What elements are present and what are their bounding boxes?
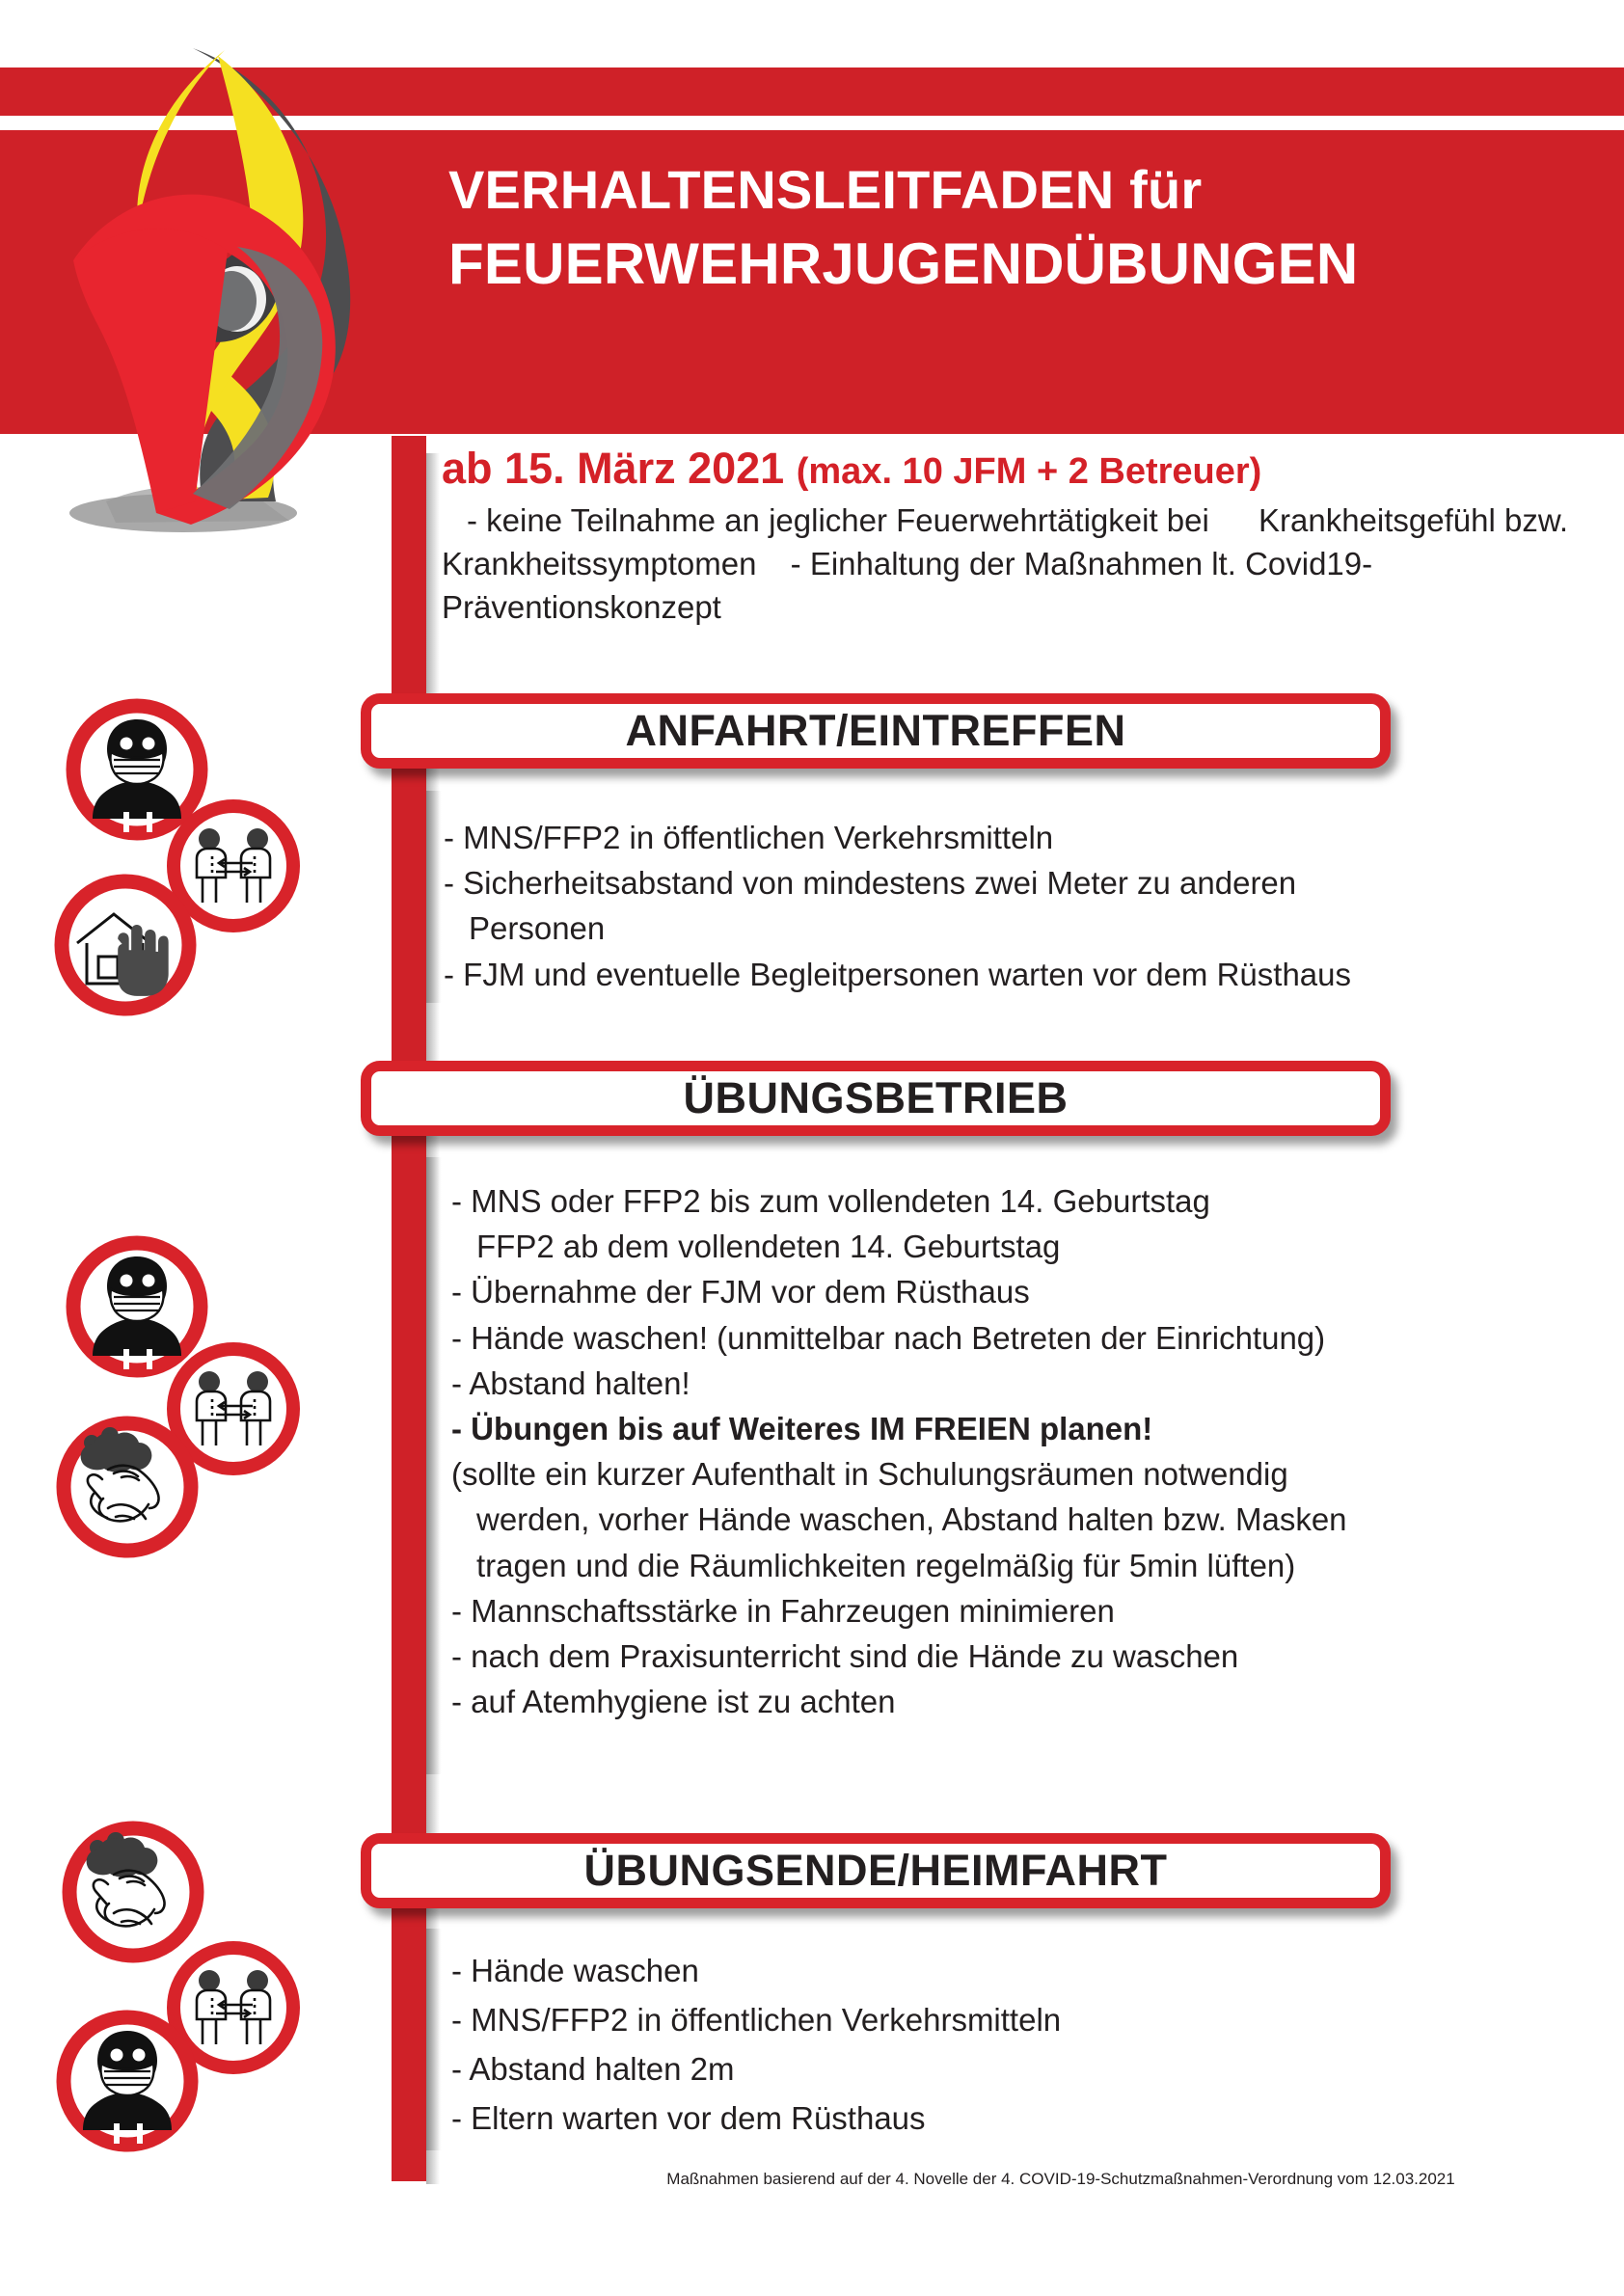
hand-washing-icon	[50, 1410, 204, 1564]
section-body-shadow	[426, 1929, 442, 2150]
intro-line: - Einhaltung der Maßnahmen lt. Covid19-Präventionskonzept	[442, 545, 1373, 625]
bullet-line: - Eltern warten vor dem Rüsthaus	[451, 2100, 926, 2137]
intro-block	[442, 444, 1594, 629]
section-title: ÜBUNGSBETRIEB	[683, 1073, 1069, 1122]
title-line-1: VERHALTENSLEITFADEN für	[448, 159, 1203, 220]
section-body-shadow	[426, 791, 442, 1003]
bullet-line: - Abstand halten!	[451, 1364, 690, 1401]
section-header-anfahrt	[361, 693, 1391, 769]
feuerwehrjugend-flame-logo	[48, 19, 357, 540]
bullet-line: - FJM und eventuelle Begleitpersonen warten vor dem Rüsthaus	[444, 956, 1351, 992]
bullet-line: - MNS oder FFP2 bis zum vollendeten 14. Geburtstag	[451, 1183, 1210, 1219]
section-body-shadow	[426, 1157, 442, 1774]
section-header-uebungsbetrieb	[361, 1061, 1391, 1136]
bullet-line: - auf Atemhygiene ist zu achten	[451, 1684, 896, 1720]
intro-line: - keine Teilnahme an jeglicher Feuerwehrtätigkeit bei	[467, 501, 1209, 538]
intro-line: Krankheitsgefühl bzw. Krankheitssymptomen	[442, 501, 1569, 581]
section-title: ANFAHRT/EINTREFFEN	[625, 706, 1126, 755]
bullet-line: tragen und die Räumlichkeiten regelmäßig für 5min lüften)	[476, 1547, 1296, 1583]
no-entry-building-hand-icon	[48, 868, 203, 1022]
bullet-line: - Hände waschen	[451, 1953, 699, 1988]
section-body-anfahrt	[444, 815, 1601, 997]
bullet-line: FFP2 ab dem vollendeten 14. Geburtstag	[476, 1229, 1061, 1265]
intro-headline-date: ab 15. März 2021	[442, 444, 785, 493]
bullet-line: werden, vorher Hände waschen, Abstand halten bzw. Masken	[476, 1501, 1347, 1538]
title-line-2: FEUERWEHRJUGENDÜBUNGEN	[448, 230, 1359, 296]
bullet-line: - Abstand halten 2m	[451, 2051, 735, 2088]
bullet-line: - MNS/FFP2 in öffentlichen Verkehrsmitteln	[444, 820, 1054, 855]
intro-headline-capacity: (max. 10 JFM + 2 Betreuer)	[796, 451, 1262, 492]
bullet-line-emphasis: - Übungen bis auf Weiteres IM FREIEN planen!	[451, 1410, 1153, 1446]
bullet-line: - Übernahme der FJM vor dem Rüsthaus	[451, 1274, 1030, 1310]
section-header-uebungsende	[361, 1833, 1391, 1908]
page-title	[448, 154, 1586, 302]
intro-headline	[442, 444, 1594, 494]
legal-footnote: Maßnahmen basierend auf der 4. Novelle der 4. COVID-19-Schutzmaßnahmen-Verordnung vom 12.03.2021	[666, 2170, 1455, 2188]
bullet-line: (sollte ein kurzer Aufenthalt in Schulungsräumen notwendig	[451, 1456, 1288, 1493]
mask-person-icon	[50, 2004, 204, 2158]
bullet-line: - Mannschaftsstärke in Fahrzeugen minimieren	[451, 1592, 1115, 1629]
intro-lines	[442, 500, 1594, 630]
bullet-line: - MNS/FFP2 in öffentlichen Verkehrsmitteln	[451, 2002, 1062, 2039]
bullet-line: - nach dem Praxisunterricht sind die Hände zu waschen	[451, 1637, 1239, 1674]
section-body-uebungsende	[451, 1946, 1609, 2144]
section-body-uebungsbetrieb	[451, 1178, 1618, 1724]
bullet-line: - Sicherheitsabstand von mindestens zwei Meter zu anderen	[444, 865, 1297, 902]
bullet-line: - Hände waschen! (unmittelbar nach Betreten der Einrichtung)	[451, 1319, 1326, 1356]
bullet-line: Personen	[469, 910, 606, 947]
section-title: ÜBUNGSENDE/HEIMFAHRT	[583, 1846, 1168, 1895]
